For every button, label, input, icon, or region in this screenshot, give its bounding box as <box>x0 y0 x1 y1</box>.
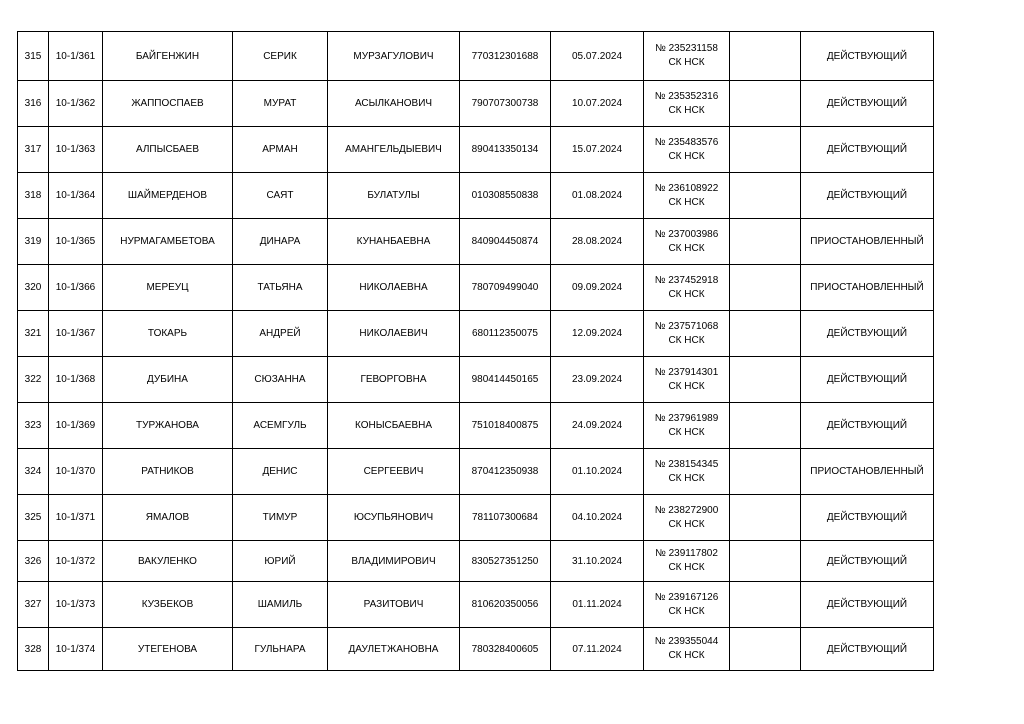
document-source: СК НСК <box>668 150 705 162</box>
cell-last-name: АЛПЫСБАЕВ <box>103 127 233 173</box>
cell-first-name: ТАТЬЯНА <box>233 265 328 311</box>
cell-reg-number: 10-1/371 <box>49 495 103 541</box>
cell-iin: 890413350134 <box>460 127 551 173</box>
cell-patronymic: ВЛАДИМИРОВИЧ <box>328 541 460 582</box>
document-source: СК НСК <box>668 104 705 116</box>
cell-number: 317 <box>18 127 49 173</box>
cell-document <box>644 541 730 582</box>
cell-number: 322 <box>18 357 49 403</box>
table-row <box>18 311 934 357</box>
document-number: № 237003986 <box>654 228 719 240</box>
cell-patronymic: АСЫЛКАНОВИЧ <box>328 81 460 127</box>
document-source: СК НСК <box>668 380 705 392</box>
cell-extra <box>730 628 801 671</box>
cell-extra <box>730 32 801 81</box>
document-source: СК НСК <box>668 334 705 346</box>
cell-document <box>644 32 730 81</box>
cell-number: 324 <box>18 449 49 495</box>
cell-extra <box>730 582 801 628</box>
cell-extra <box>730 541 801 582</box>
cell-patronymic: ГЕВОРГОВНА <box>328 357 460 403</box>
cell-document <box>644 628 730 671</box>
document-source: СК НСК <box>668 57 705 68</box>
document-source: СК НСК <box>668 242 705 254</box>
cell-extra <box>730 265 801 311</box>
cell-date: 05.07.2024 <box>551 32 644 81</box>
cell-document <box>644 173 730 219</box>
cell-date: 01.11.2024 <box>551 582 644 628</box>
cell-patronymic: АМАНГЕЛЬДЫЕВИЧ <box>328 127 460 173</box>
cell-status: ДЕЙСТВУЮЩИЙ <box>801 582 934 628</box>
cell-reg-number: 10-1/370 <box>49 449 103 495</box>
document-number: № 239167126 <box>654 591 719 603</box>
cell-document <box>644 357 730 403</box>
cell-first-name: ЮРИЙ <box>233 541 328 582</box>
cell-status: ДЕЙСТВУЮЩИЙ <box>801 495 934 541</box>
cell-first-name: АРМАН <box>233 127 328 173</box>
cell-number: 326 <box>18 541 49 582</box>
cell-number: 323 <box>18 403 49 449</box>
cell-status: ПРИОСТАНОВЛЕННЫЙ <box>801 449 934 495</box>
cell-iin: 810620350056 <box>460 582 551 628</box>
cell-document <box>644 265 730 311</box>
cell-date: 12.09.2024 <box>551 311 644 357</box>
table-row <box>18 628 934 671</box>
cell-last-name: ЯМАЛОВ <box>103 495 233 541</box>
cell-document <box>644 449 730 495</box>
cell-status: ДЕЙСТВУЮЩИЙ <box>801 357 934 403</box>
cell-last-name: РАТНИКОВ <box>103 449 233 495</box>
cell-extra <box>730 81 801 127</box>
cell-extra <box>730 449 801 495</box>
cell-reg-number: 10-1/363 <box>49 127 103 173</box>
cell-date: 24.09.2024 <box>551 403 644 449</box>
document-source: СК НСК <box>668 562 705 573</box>
cell-status: ПРИОСТАНОВЛЕННЫЙ <box>801 265 934 311</box>
document-number: № 235483576 <box>654 136 719 148</box>
cell-extra <box>730 173 801 219</box>
cell-patronymic: СЕРГЕЕВИЧ <box>328 449 460 495</box>
cell-first-name: СЮЗАННА <box>233 357 328 403</box>
cell-iin: 010308550838 <box>460 173 551 219</box>
cell-iin: 870412350938 <box>460 449 551 495</box>
cell-reg-number: 10-1/362 <box>49 81 103 127</box>
cell-date: 01.10.2024 <box>551 449 644 495</box>
cell-number: 328 <box>18 628 49 671</box>
cell-number: 318 <box>18 173 49 219</box>
document-number: № 238154345 <box>654 458 719 470</box>
cell-reg-number: 10-1/367 <box>49 311 103 357</box>
cell-date: 01.08.2024 <box>551 173 644 219</box>
cell-last-name: БАЙГЕНЖИН <box>103 32 233 81</box>
cell-number: 316 <box>18 81 49 127</box>
document-number: № 237961989 <box>654 412 719 424</box>
cell-date: 28.08.2024 <box>551 219 644 265</box>
cell-patronymic: НИКОЛАЕВИЧ <box>328 311 460 357</box>
cell-document <box>644 311 730 357</box>
document-source: СК НСК <box>668 472 705 484</box>
cell-status: ДЕЙСТВУЮЩИЙ <box>801 541 934 582</box>
cell-patronymic: НИКОЛАЕВНА <box>328 265 460 311</box>
document-source: СК НСК <box>668 288 705 300</box>
cell-number: 325 <box>18 495 49 541</box>
document-number: № 237914301 <box>654 366 719 378</box>
cell-status: ДЕЙСТВУЮЩИЙ <box>801 403 934 449</box>
cell-date: 23.09.2024 <box>551 357 644 403</box>
document-source: СК НСК <box>668 518 705 530</box>
cell-patronymic: МУРЗАГУЛОВИЧ <box>328 32 460 81</box>
cell-iin: 780709499040 <box>460 265 551 311</box>
cell-last-name: УТЕГЕНОВА <box>103 628 233 671</box>
cell-iin: 751018400875 <box>460 403 551 449</box>
cell-iin: 781107300684 <box>460 495 551 541</box>
cell-date: 07.11.2024 <box>551 628 644 671</box>
document-number: № 239355044 <box>654 636 719 647</box>
registry-table <box>17 31 934 671</box>
cell-last-name: НУРМАГАМБЕТОВА <box>103 219 233 265</box>
table-row <box>18 449 934 495</box>
cell-patronymic: КОНЫСБАЕВНА <box>328 403 460 449</box>
document-number: № 237452918 <box>654 274 719 286</box>
cell-last-name: ДУБИНА <box>103 357 233 403</box>
cell-reg-number: 10-1/364 <box>49 173 103 219</box>
cell-first-name: ГУЛЬНАРА <box>233 628 328 671</box>
document-number: № 235231158 <box>655 43 718 54</box>
table-row <box>18 541 934 582</box>
cell-reg-number: 10-1/372 <box>49 541 103 582</box>
cell-date: 10.07.2024 <box>551 81 644 127</box>
table-row <box>18 173 934 219</box>
cell-patronymic: КУНАНБАЕВНА <box>328 219 460 265</box>
cell-first-name: ДИНАРА <box>233 219 328 265</box>
cell-reg-number: 10-1/374 <box>49 628 103 671</box>
cell-first-name: ТИМУР <box>233 495 328 541</box>
cell-iin: 680112350075 <box>460 311 551 357</box>
cell-reg-number: 10-1/368 <box>49 357 103 403</box>
cell-date: 31.10.2024 <box>551 541 644 582</box>
document-number: № 239117802 <box>655 548 718 559</box>
cell-extra <box>730 357 801 403</box>
cell-status: ДЕЙСТВУЮЩИЙ <box>801 32 934 81</box>
cell-number: 327 <box>18 582 49 628</box>
cell-status: ПРИОСТАНОВЛЕННЫЙ <box>801 219 934 265</box>
cell-iin: 830527351250 <box>460 541 551 582</box>
cell-first-name: ШАМИЛЬ <box>233 582 328 628</box>
cell-extra <box>730 311 801 357</box>
cell-number: 320 <box>18 265 49 311</box>
table-row <box>18 403 934 449</box>
cell-reg-number: 10-1/365 <box>49 219 103 265</box>
cell-status: ДЕЙСТВУЮЩИЙ <box>801 81 934 127</box>
cell-last-name: КУЗБЕКОВ <box>103 582 233 628</box>
table-row <box>18 582 934 628</box>
document-source: СК НСК <box>668 650 705 661</box>
cell-last-name: ТОКАРЬ <box>103 311 233 357</box>
table-row <box>18 495 934 541</box>
cell-first-name: АСЕМГУЛЬ <box>233 403 328 449</box>
cell-first-name: ДЕНИС <box>233 449 328 495</box>
cell-status: ДЕЙСТВУЮЩИЙ <box>801 628 934 671</box>
registry-body <box>18 32 934 671</box>
cell-first-name: СЕРИК <box>233 32 328 81</box>
cell-patronymic: ЮСУПЬЯНОВИЧ <box>328 495 460 541</box>
cell-first-name: САЯТ <box>233 173 328 219</box>
document-number: № 236108922 <box>654 182 719 194</box>
cell-reg-number: 10-1/366 <box>49 265 103 311</box>
cell-number: 319 <box>18 219 49 265</box>
cell-patronymic: РАЗИТОВИЧ <box>328 582 460 628</box>
cell-document <box>644 127 730 173</box>
cell-extra <box>730 495 801 541</box>
document-number: № 235352316 <box>654 90 719 102</box>
cell-number: 315 <box>18 32 49 81</box>
cell-last-name: МЕРЕУЦ <box>103 265 233 311</box>
cell-date: 09.09.2024 <box>551 265 644 311</box>
cell-document <box>644 495 730 541</box>
cell-extra <box>730 219 801 265</box>
cell-status: ДЕЙСТВУЮЩИЙ <box>801 127 934 173</box>
table-row <box>18 357 934 403</box>
cell-iin: 780328400605 <box>460 628 551 671</box>
cell-date: 15.07.2024 <box>551 127 644 173</box>
table-row <box>18 32 934 81</box>
cell-iin: 980414450165 <box>460 357 551 403</box>
cell-status: ДЕЙСТВУЮЩИЙ <box>801 173 934 219</box>
cell-date: 04.10.2024 <box>551 495 644 541</box>
cell-reg-number: 10-1/361 <box>49 32 103 81</box>
cell-reg-number: 10-1/369 <box>49 403 103 449</box>
document-source: СК НСК <box>668 426 705 438</box>
cell-iin: 790707300738 <box>460 81 551 127</box>
cell-iin: 840904450874 <box>460 219 551 265</box>
document-number: № 238272900 <box>654 504 719 516</box>
cell-reg-number: 10-1/373 <box>49 582 103 628</box>
table-row <box>18 265 934 311</box>
cell-last-name: ЖАППОСПАЕВ <box>103 81 233 127</box>
cell-status: ДЕЙСТВУЮЩИЙ <box>801 311 934 357</box>
cell-last-name: ВАКУЛЕНКО <box>103 541 233 582</box>
cell-patronymic: БУЛАТУЛЫ <box>328 173 460 219</box>
table-row <box>18 219 934 265</box>
document-number: № 237571068 <box>654 320 719 332</box>
document-source: СК НСК <box>668 196 705 208</box>
table-row <box>18 81 934 127</box>
cell-document <box>644 582 730 628</box>
cell-document <box>644 81 730 127</box>
table-row <box>18 127 934 173</box>
cell-document <box>644 219 730 265</box>
cell-extra <box>730 403 801 449</box>
cell-last-name: ШАЙМЕРДЕНОВ <box>103 173 233 219</box>
cell-first-name: МУРАТ <box>233 81 328 127</box>
cell-first-name: АНДРЕЙ <box>233 311 328 357</box>
cell-number: 321 <box>18 311 49 357</box>
cell-last-name: ТУРЖАНОВА <box>103 403 233 449</box>
cell-document <box>644 403 730 449</box>
cell-patronymic: ДАУЛЕТЖАНОВНА <box>328 628 460 671</box>
cell-iin: 770312301688 <box>460 32 551 81</box>
document-source: СК НСК <box>668 605 705 617</box>
cell-extra <box>730 127 801 173</box>
